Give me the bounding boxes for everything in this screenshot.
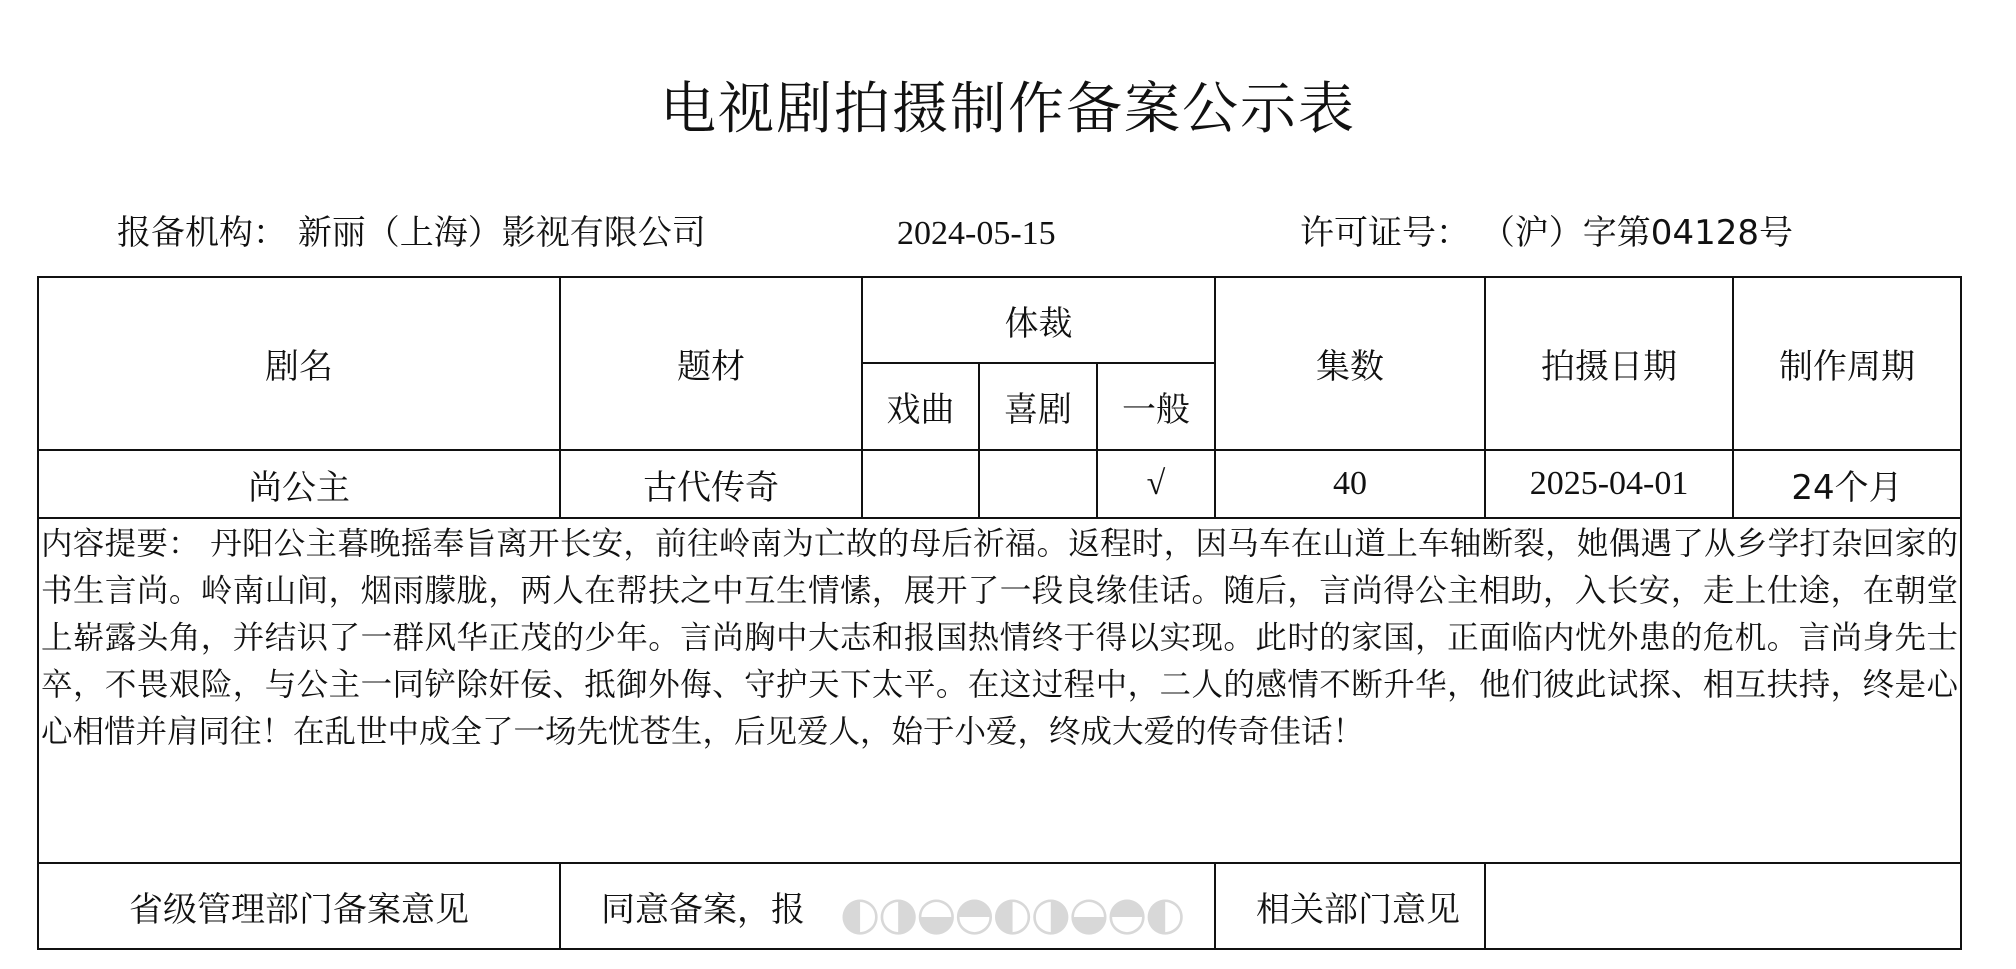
content-summary: 内容提要： 丹阳公主暮晚摇奉旨离开长安，前往岭南为亡故的母后祈福。返程时，因马车在山道上车轴断裂，她偶遇了从乡学打杂回家的书生言尚。岭南山间，烟雨朦胧，两人在帮扶之中互生情愫，展开了一段良缘佳话。随后，言尚得公主相助，入长安，走上仕途，在朝堂上崭露头角，并结识了一群风华正茂的少年。言尚胸中大志和报国热情终于得以实现。此时的家国，正面临内忧外患的危机。言尚身先士卒，不畏艰险，与公主一同铲除奸佞、抵御外侮、守护天下太平。在这过程中，二人的感情不断升华，他们彼此试探、相互扶持，终是心心相惜并肩同往！在乱世中成全了一场先忧苍生，后见爱人，始于小爱，终成大爱的传奇佳话！	[38, 518, 1961, 863]
watermark-overlay: ◐◑◒◓◐◑◒◓◐	[820, 878, 1200, 948]
cell-genre-general-check: √	[1097, 450, 1215, 518]
table-row	[38, 450, 1961, 518]
cell-genre-comedy	[979, 450, 1097, 518]
header-episodes: 集数	[1215, 277, 1485, 450]
cell-genre-opera	[862, 450, 979, 518]
header-cycle: 制作周期	[1733, 277, 1961, 450]
org-label: 报备机构：	[117, 213, 287, 253]
filing-date	[897, 205, 1056, 262]
cell-episodes: 40	[1215, 450, 1485, 518]
page-title: 电视剧拍摄制作备案公示表	[660, 77, 1356, 142]
org-value: 新丽（上海）影视有限公司	[297, 213, 706, 253]
provincial-opinion-label: 省级管理部门备案意见	[38, 863, 560, 949]
provincial-opinion-value: 同意备案，报	[560, 863, 1215, 949]
org-line	[117, 205, 706, 261]
header-genre: 体裁	[862, 277, 1215, 363]
license-line	[1300, 205, 1793, 261]
cell-name: 尚公主	[38, 450, 560, 518]
header-subject: 题材	[560, 277, 862, 450]
license-value: （沪）字第04128号	[1480, 213, 1793, 253]
cell-subject: 古代传奇	[560, 450, 862, 518]
header-genre-comedy: 喜剧	[979, 363, 1097, 450]
related-opinion-label: 相关部门意见	[1215, 863, 1485, 949]
license-label: 许可证号：	[1300, 213, 1470, 253]
related-opinion-value	[1485, 863, 1961, 949]
header-shoot-date: 拍摄日期	[1485, 277, 1733, 450]
cell-cycle: 24个月	[1733, 450, 1961, 518]
cell-shoot-date: 2025-04-01	[1485, 450, 1733, 518]
header-genre-general: 一般	[1097, 363, 1215, 450]
header-genre-opera: 戏曲	[862, 363, 979, 450]
filing-date-value: 2024-05-15	[897, 215, 1056, 252]
filing-table	[37, 276, 1962, 950]
header-name: 剧名	[38, 277, 560, 450]
